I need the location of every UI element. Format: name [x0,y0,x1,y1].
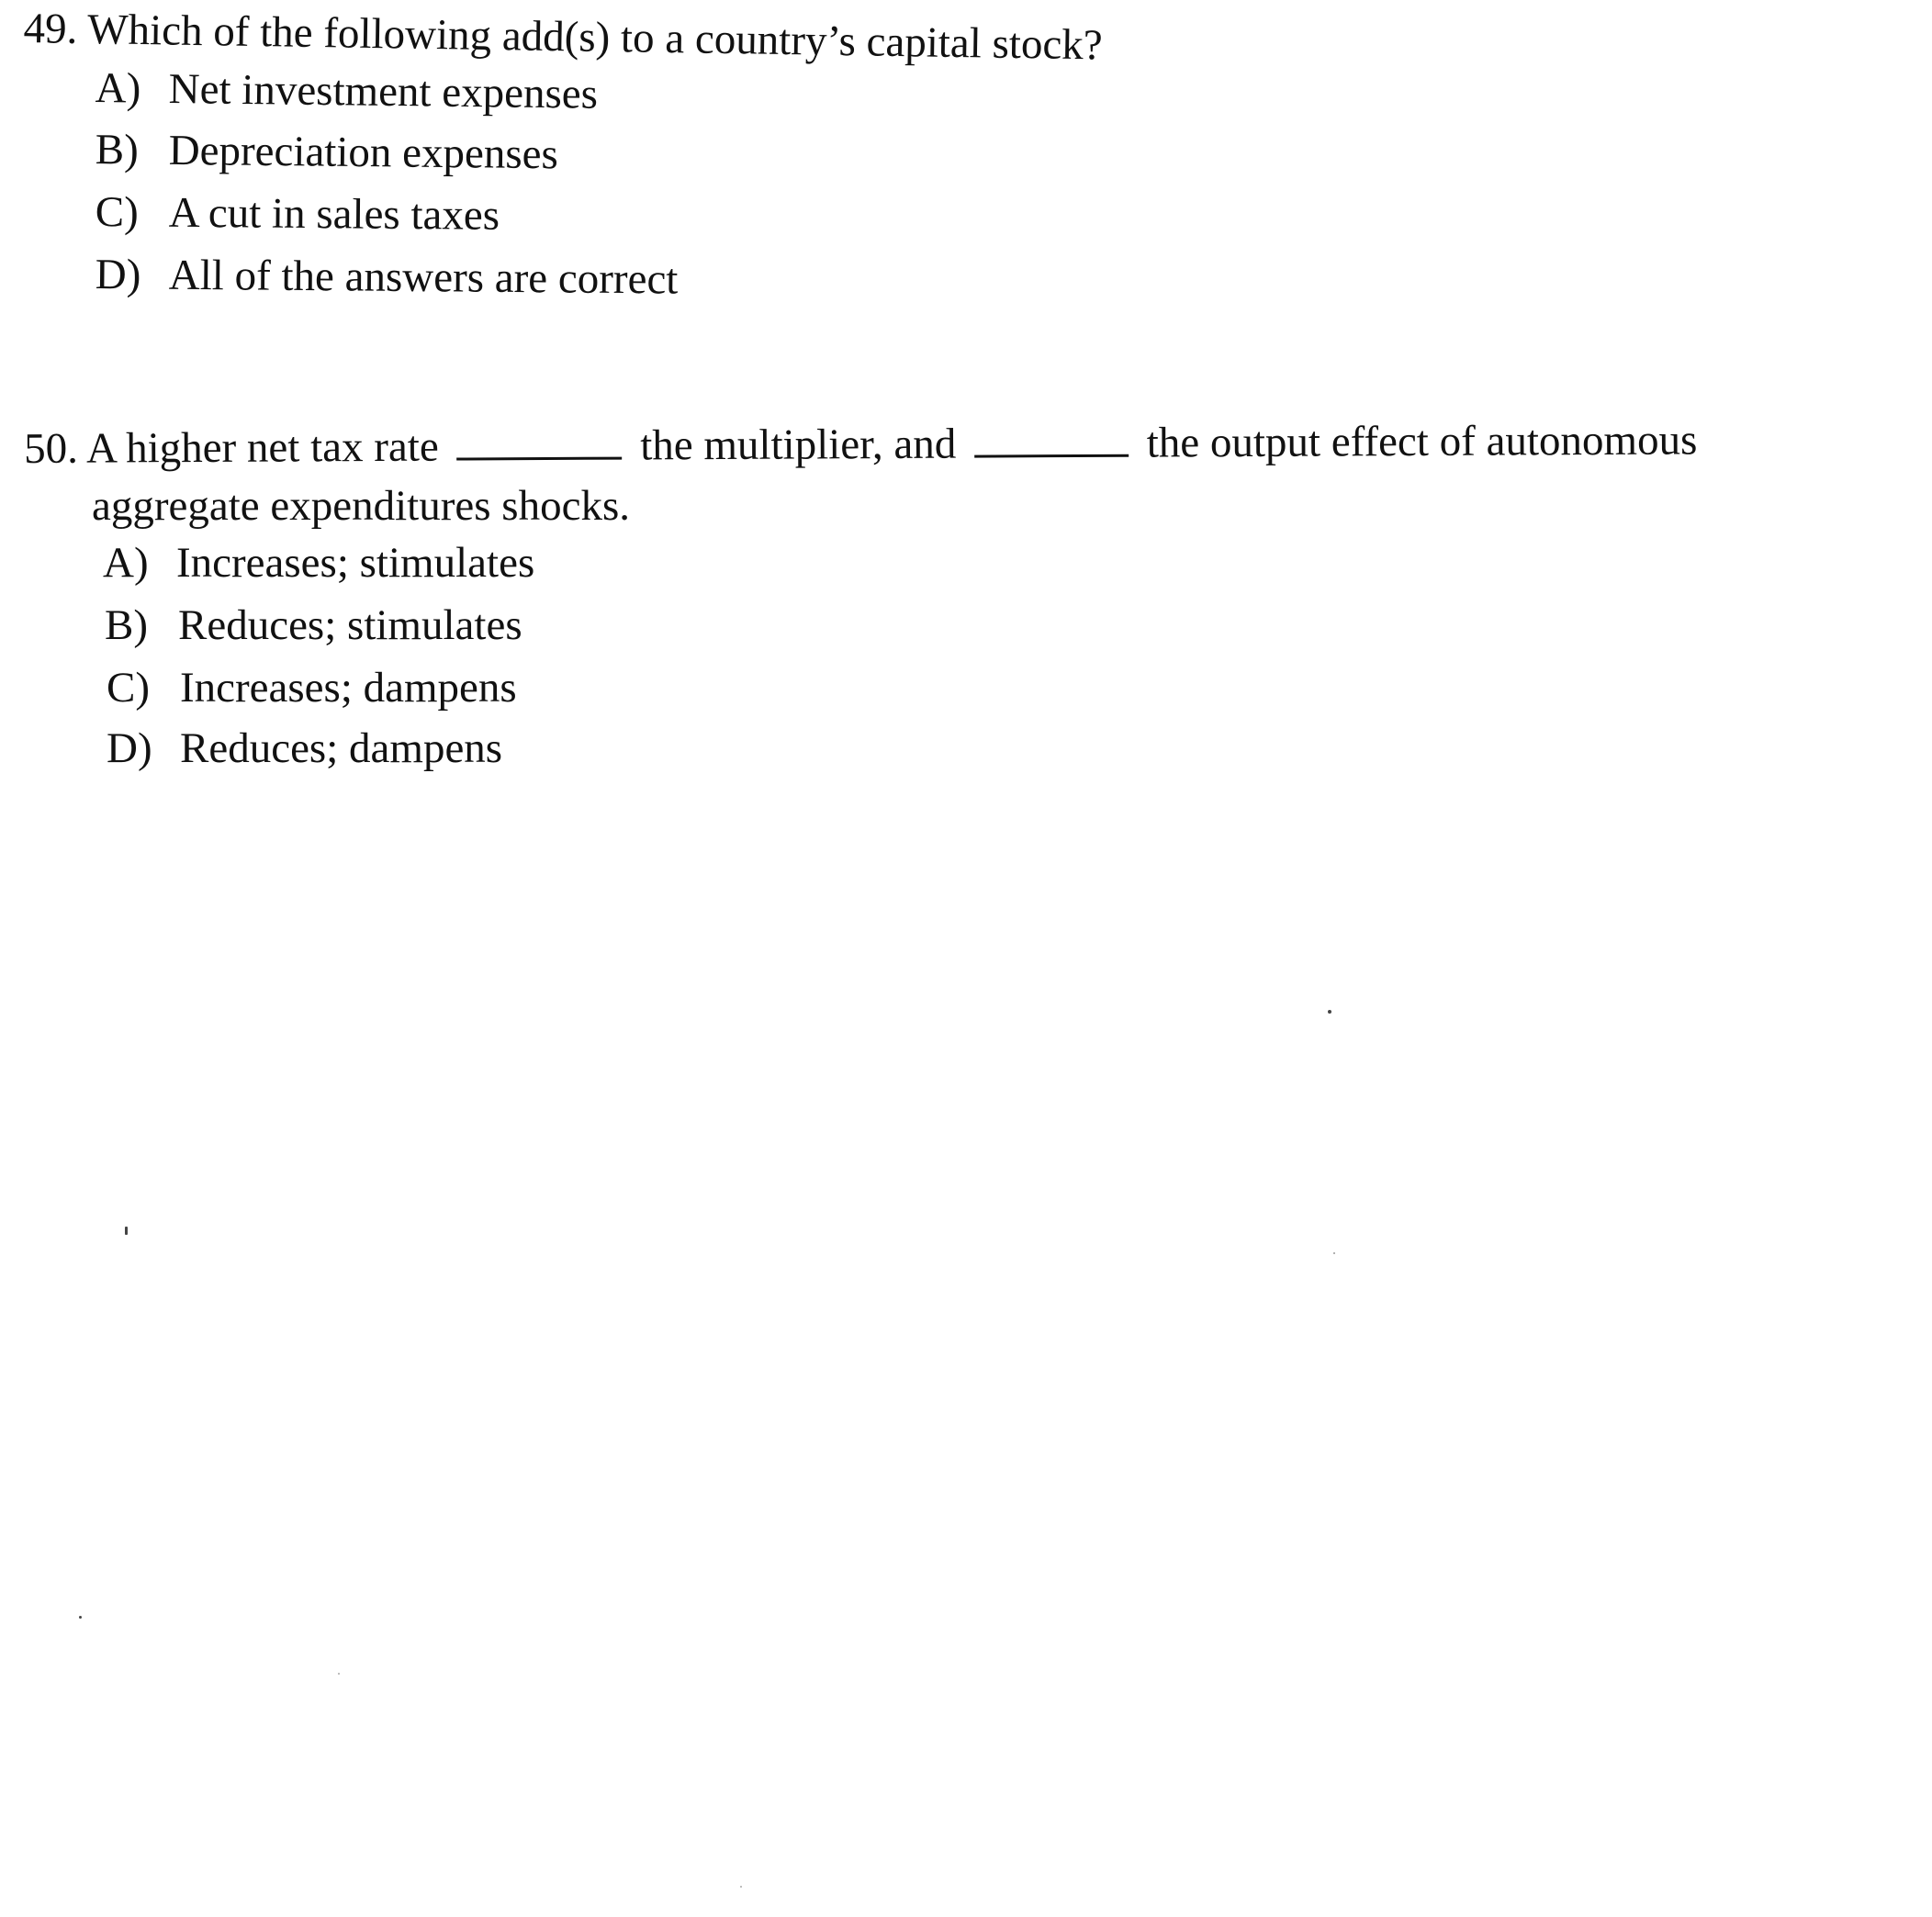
question-stem-continued: aggregate expenditures shocks. [92,482,630,530]
scan-speck [125,1227,128,1235]
option-text: Reduces; stimulates [178,601,522,649]
option-d[interactable] [107,724,503,772]
option-text: Net investment expenses [168,64,599,118]
option-b[interactable] [95,126,559,179]
option-letter: A) [95,64,141,113]
option-letter: A) [103,539,149,587]
option-letter: D) [107,724,152,772]
option-text: Reduces; dampens [180,724,503,772]
scan-speck [79,1616,82,1619]
option-letter: D) [95,251,141,299]
option-c[interactable] [95,188,500,240]
question-number: 50. [23,424,79,473]
question-number: 49. [23,5,78,53]
option-a[interactable] [95,64,599,118]
scan-speck [740,1886,742,1888]
question-stem [23,416,1698,473]
option-letter: B) [105,601,148,649]
scan-speck [1328,1010,1331,1014]
option-text: A cut in sales taxes [168,188,500,240]
question-text-part2: the multiplier, and [640,420,957,470]
option-text: Increases; dampens [180,664,517,712]
scan-speck [338,1673,340,1675]
question-stem [23,5,1104,70]
option-b[interactable] [105,601,522,649]
question-text: Which of the following add(s) to a country’s capital stock? [86,6,1104,70]
option-d[interactable] [95,253,679,302]
option-letter: B) [95,126,140,174]
option-letter: C) [95,188,140,237]
question-text-part3: the output effect of autonomous [1146,416,1698,467]
answer-blank-2[interactable] [974,454,1129,458]
option-text: Depreciation expenses [168,126,559,179]
option-letter: C) [107,664,150,712]
option-text: All of the answers are correct [168,251,679,304]
answer-blank-1[interactable] [457,456,623,461]
option-a[interactable] [103,539,535,587]
option-text: Increases; stimulates [176,539,535,587]
scan-speck [1333,1252,1335,1254]
question-text-part1: A higher net tax rate [85,422,439,473]
option-c[interactable] [107,664,517,712]
